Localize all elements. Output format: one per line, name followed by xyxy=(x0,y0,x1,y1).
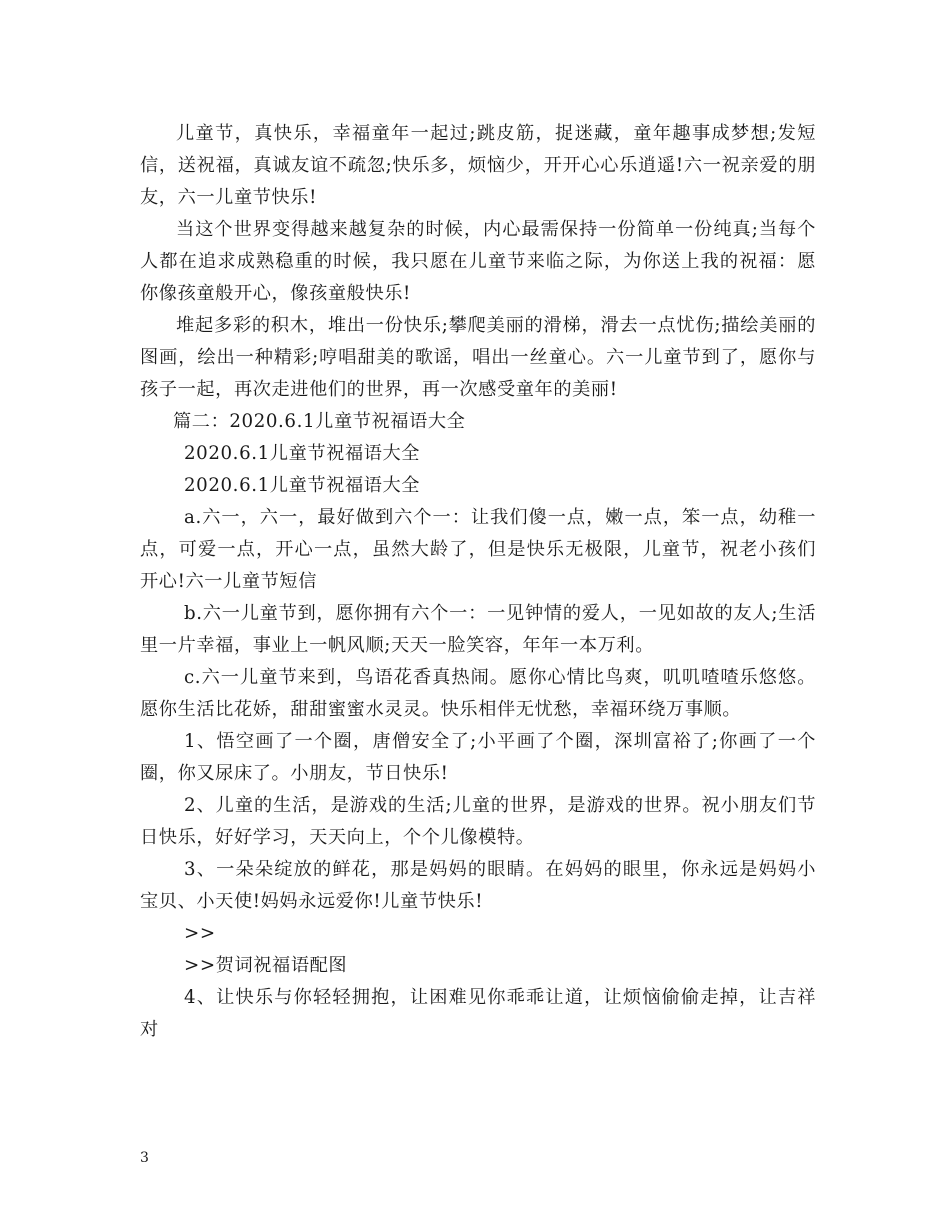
list-item: b.六一儿童节到，愿你拥有六个一：一见钟情的爱人，一见如故的友人;生活里一片幸福，事业上一帆风顺;天天一脸笑容，年年一本万利。 xyxy=(140,603,816,656)
link-text: >>贺词祝福语配图 xyxy=(184,955,348,976)
document-body xyxy=(140,118,816,1046)
link-marker: >> xyxy=(184,923,216,944)
section-subtitle: 2020.6.1儿童节祝福语大全 xyxy=(184,443,421,464)
paragraph: 堆起多彩的积木，堆出一份快乐;攀爬美丽的滑梯，滑去一点忧伤;描绘美丽的图画，绘出一种精彩;哼唱甜美的歌谣，唱出一丝童心。六一儿童节到了，愿你与孩子一起，再次走进他们的世界，再一次感受童年的美丽! xyxy=(140,315,816,400)
section-subtitle: 2020.6.1儿童节祝福语大全 xyxy=(184,475,421,496)
section-heading: 篇二：2020.6.1儿童节祝福语大全 xyxy=(173,411,466,432)
page-number: 3 xyxy=(140,1150,149,1166)
paragraph: 儿童节，真快乐，幸福童年一起过;跳皮筋，捉迷藏，童年趣事成梦想;发短信，送祝福，真诚友谊不疏忽;快乐多，烦恼少，开开心心乐逍遥!六一祝亲爱的朋友，六一儿童节快乐! xyxy=(140,123,816,208)
list-item: 4、让快乐与你轻轻拥抱，让困难见你乖乖让道，让烦恼偷偷走掉，让吉祥对 xyxy=(140,987,816,1040)
list-item: 2、儿童的生活，是游戏的生活;儿童的世界，是游戏的世界。祝小朋友们节日快乐，好好学习，天天向上，个个儿像模特。 xyxy=(140,795,816,848)
list-item: c.六一儿童节来到，鸟语花香真热闹。愿你心情比鸟爽，叽叽喳喳乐悠悠。愿你生活比花娇，甜甜蜜蜜水灵灵。快乐相伴无忧愁，幸福环绕万事顺。 xyxy=(140,667,816,720)
list-item: 3、一朵朵绽放的鲜花，那是妈妈的眼睛。在妈妈的眼里，你永远是妈妈小宝贝、小天使!妈妈永远爱你!儿童节快乐! xyxy=(140,859,816,912)
list-item: 1、悟空画了一个圈，唐僧安全了;小平画了个圈，深圳富裕了;你画了一个圈，你又尿床了。小朋友，节日快乐! xyxy=(140,731,816,784)
paragraph: 当这个世界变得越来越复杂的时候，内心最需保持一份简单一份纯真;当每个人都在追求成熟稳重的时候，我只愿在儿童节来临之际，为你送上我的祝福：愿你像孩童般开心，像孩童般快乐! xyxy=(140,219,816,304)
list-item: a.六一，六一，最好做到六个一：让我们傻一点，嫩一点，笨一点，幼稚一点，可爱一点，开心一点，虽然大龄了，但是快乐无极限，儿童节，祝老小孩们开心!六一儿童节短信 xyxy=(140,507,816,592)
